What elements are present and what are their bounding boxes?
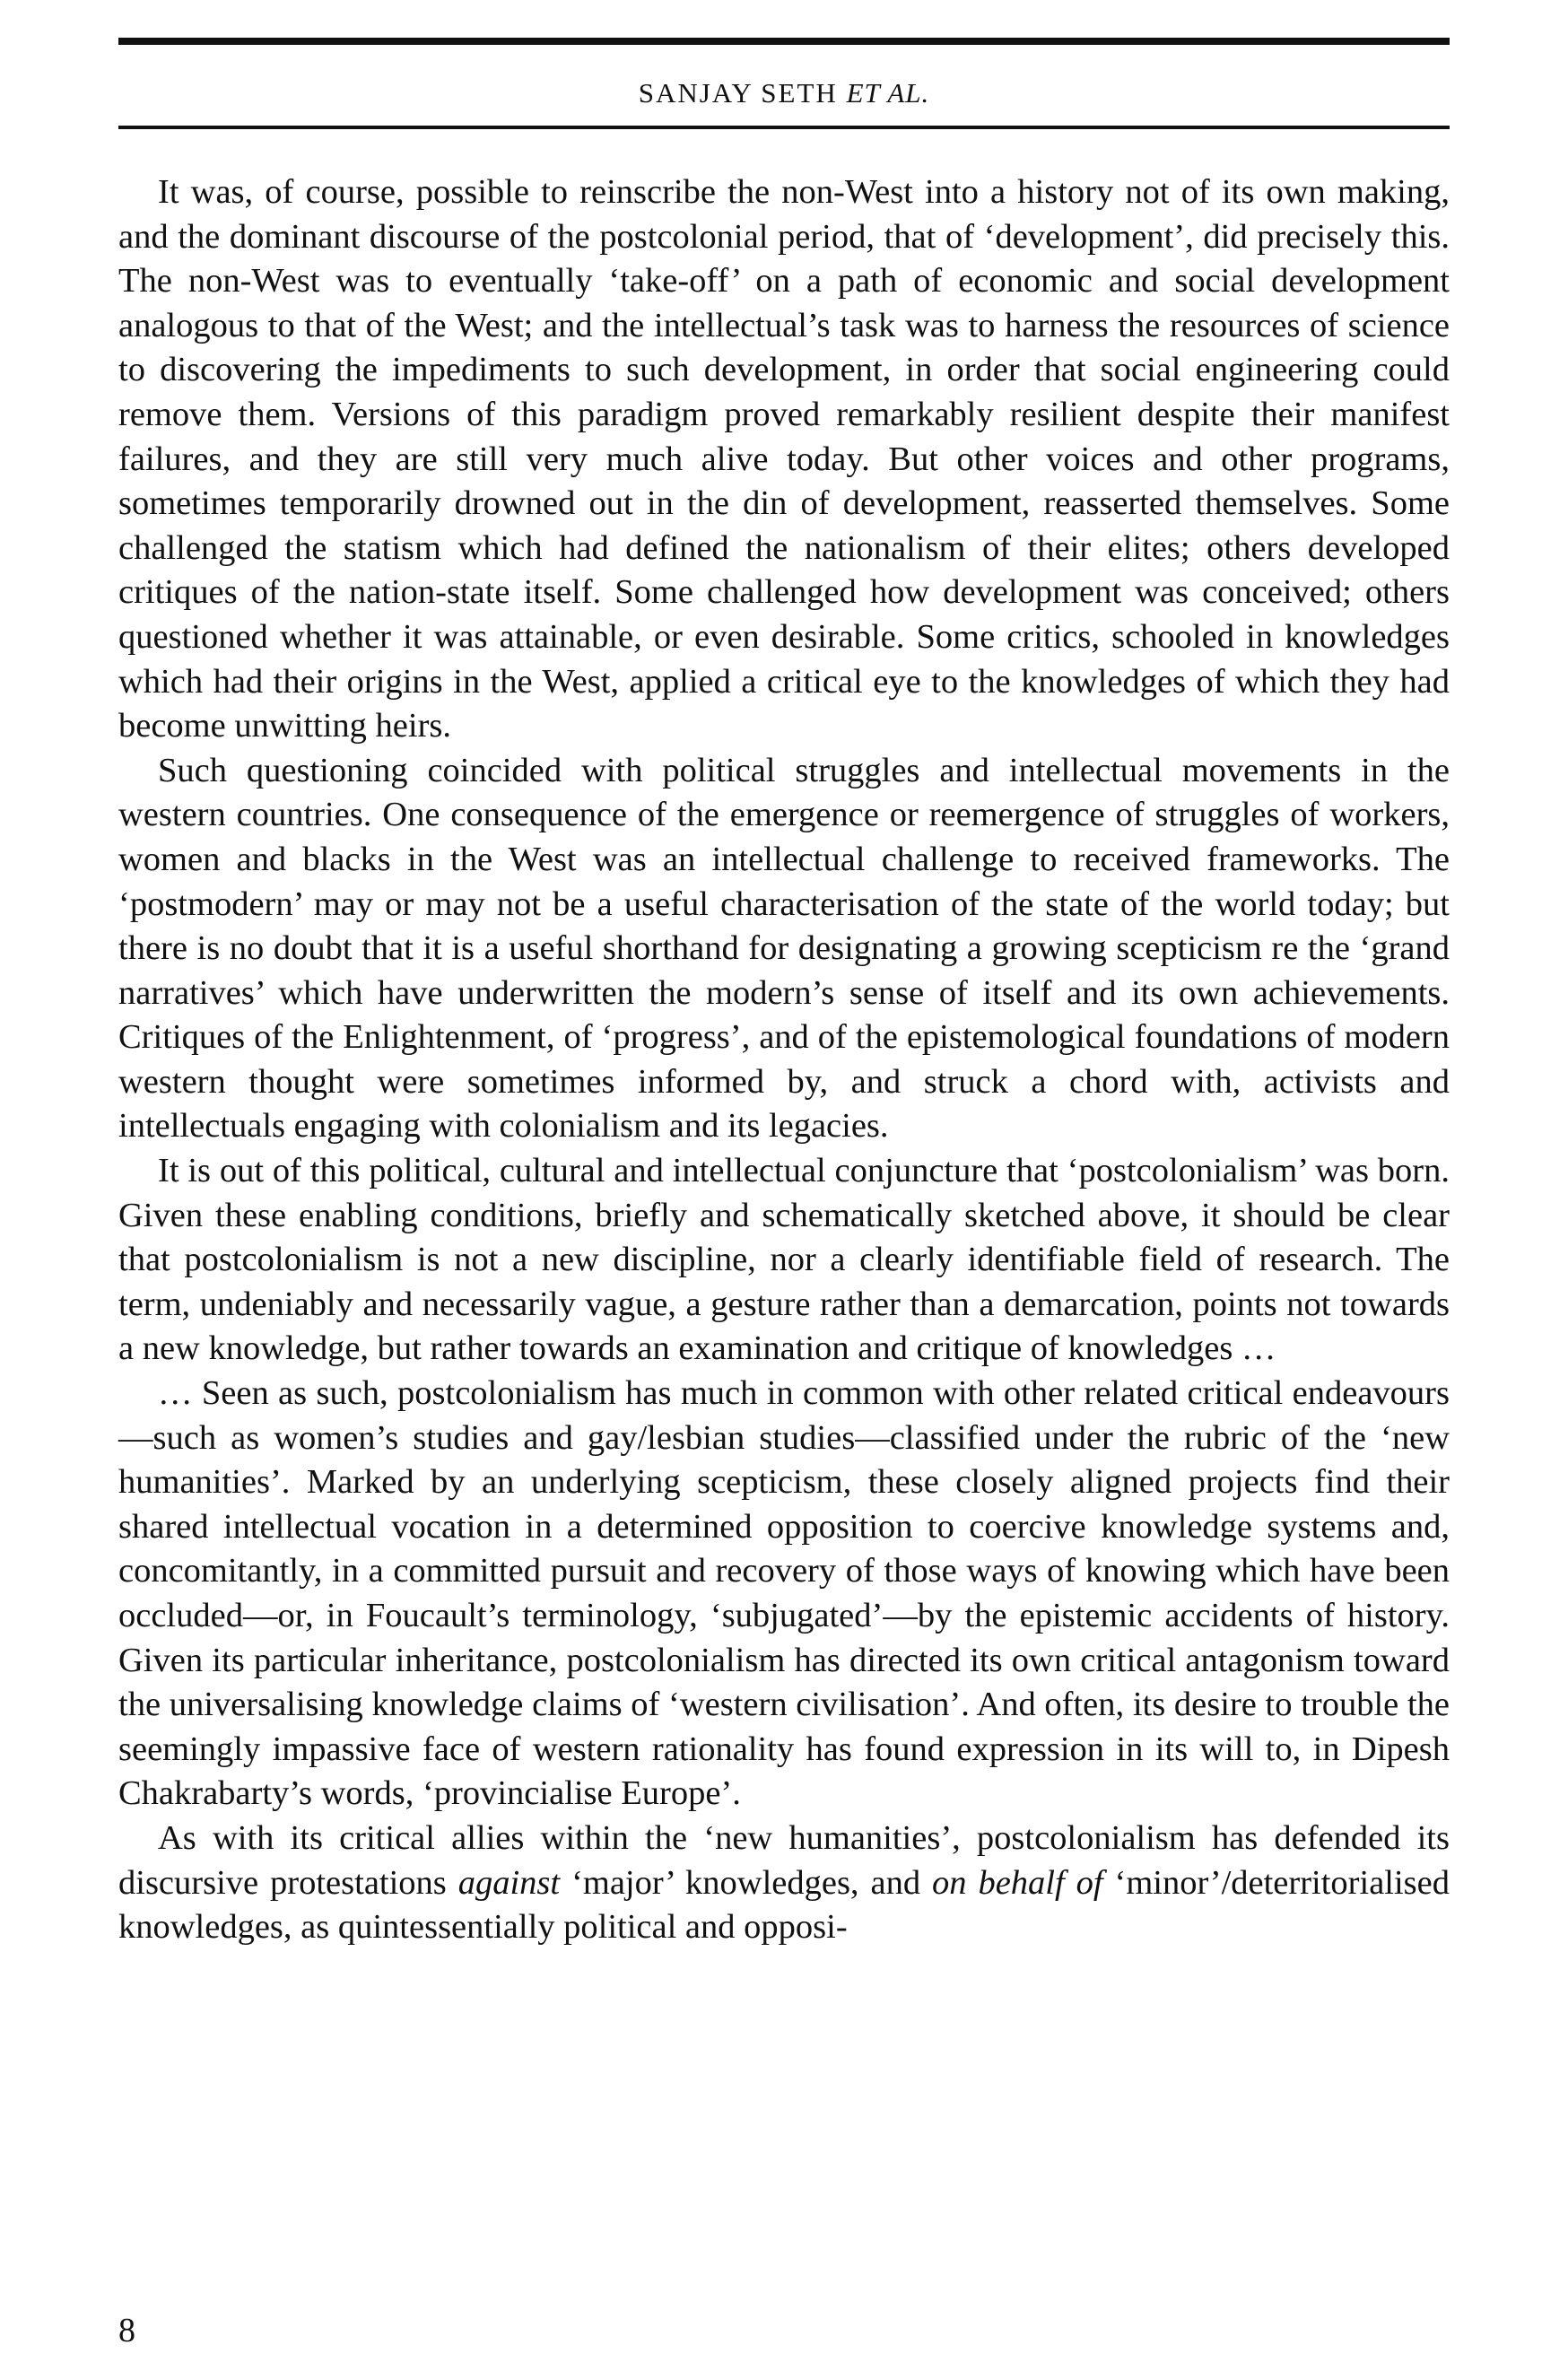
paragraph-5-text-b: ‘major’ knowledges, and xyxy=(560,1863,933,1902)
paragraph-5-emphasis-against: against xyxy=(457,1863,561,1902)
running-head-authors: SANJAY SETH xyxy=(638,77,838,109)
paragraph-5-text-c: ‘minor’/deterritorialised knowledges, as quintessentially political and opposi- xyxy=(118,1863,1450,1947)
body-text xyxy=(118,170,1450,1950)
running-head-et-al: ET AL. xyxy=(846,77,930,109)
paragraph-2: Such questioning coincided with political struggles and intellectual movements in the western countries. One consequence of the emergence or reemergence of struggles of workers, women and blacks in the West was an intellectual challenge to received frameworks. The ‘postmodern’ may or may not be a useful characterisation of the state of the world today; but there is no doubt that it is a useful shorthand for designating a growing scepticism re the ‘grand narratives’ which have underwritten the modern’s sense of itself and its own achievements. Critiques of the Enlightenment, of ‘progress’, and of the epistemological foundations of modern western thought were sometimes informed by, and struck a chord with, activists and intellectuals engaging with colonialism and its legacies. xyxy=(118,751,1450,1146)
paragraph-1: It was, of course, possible to reinscribe the non-West into a history not of its own making, and the dominant discourse of the postcolonial period, that of ‘development’, did precisely this. The non-West was to eventually ‘take-off’ on a path of economic and social development analogous to that of the West; and the intellectual’s task was to harness the resources of science to discovering the impediments to such development, in order that social engineering could remove them. Versions of this paradigm proved remarkably resilient despite their manifest failures, and they are still very much alive today. But other voices and other programs, sometimes temporarily drowned out in the din of development, reasserted themselves. Some challenged the statism which had defined the nationalism of their elites; others developed critiques of the nation-state itself. Some challenged how development was conceived; others questioned whether it was attainable, or even desirable. Some critics, schooled in knowledges which had their origins in the West, applied a critical eye to the knowledges of which they had become unwitting heirs. xyxy=(118,173,1450,745)
paragraph-5-emphasis-on-behalf-of: on behalf of xyxy=(932,1863,1103,1902)
header-top-rule xyxy=(118,38,1450,45)
paragraph-4: … Seen as such, postcolonialism has much in common with other related critical endeavours—such as women’s studies and gay/lesbian studies—classified under the rubric of the ‘new humanities’. Marked by an underlying scepticism, these closely aligned projects find their shared intellectual vocation in a determined opposition to coercive knowledge systems and, concomitantly, in a committed pursuit and recovery of those ways of knowing which have been occluded—or, in Foucault’s terminology, ‘subjugated’—by the epistemic accidents of history. Given its particular inheritance, postcolonialism has directed its own critical antagonism toward the universalising knowledge claims of ‘western civilisation’. And often, its desire to trouble the seemingly impassive face of western rationality has found expression in its will to, in Dipesh Chakrabarty’s words, ‘provincialise Europe’. xyxy=(118,1374,1450,1813)
running-head xyxy=(118,75,1450,111)
page-number: 8 xyxy=(118,2312,135,2349)
paragraph-5-text-a: As with its critical allies within the ‘new humanities’, postcolonialism has defended its discursive protestations xyxy=(118,1818,1450,1902)
header-bottom-rule xyxy=(118,126,1450,129)
paragraph-3: It is out of this political, cultural and intellectual conjuncture that ‘postcolonialism’ was born. Given these enabling conditions, briefly and schematically sketched above, it should be clear that postcolonialism is not a new discipline, nor a clearly identifiable field of research. The term, undeniably and necessarily vague, a gesture rather than a demarcation, points not towards a new knowledge, but rather towards an examination and critique of knowledges … xyxy=(118,1152,1450,1368)
paragraph-5 xyxy=(118,1817,1450,1950)
